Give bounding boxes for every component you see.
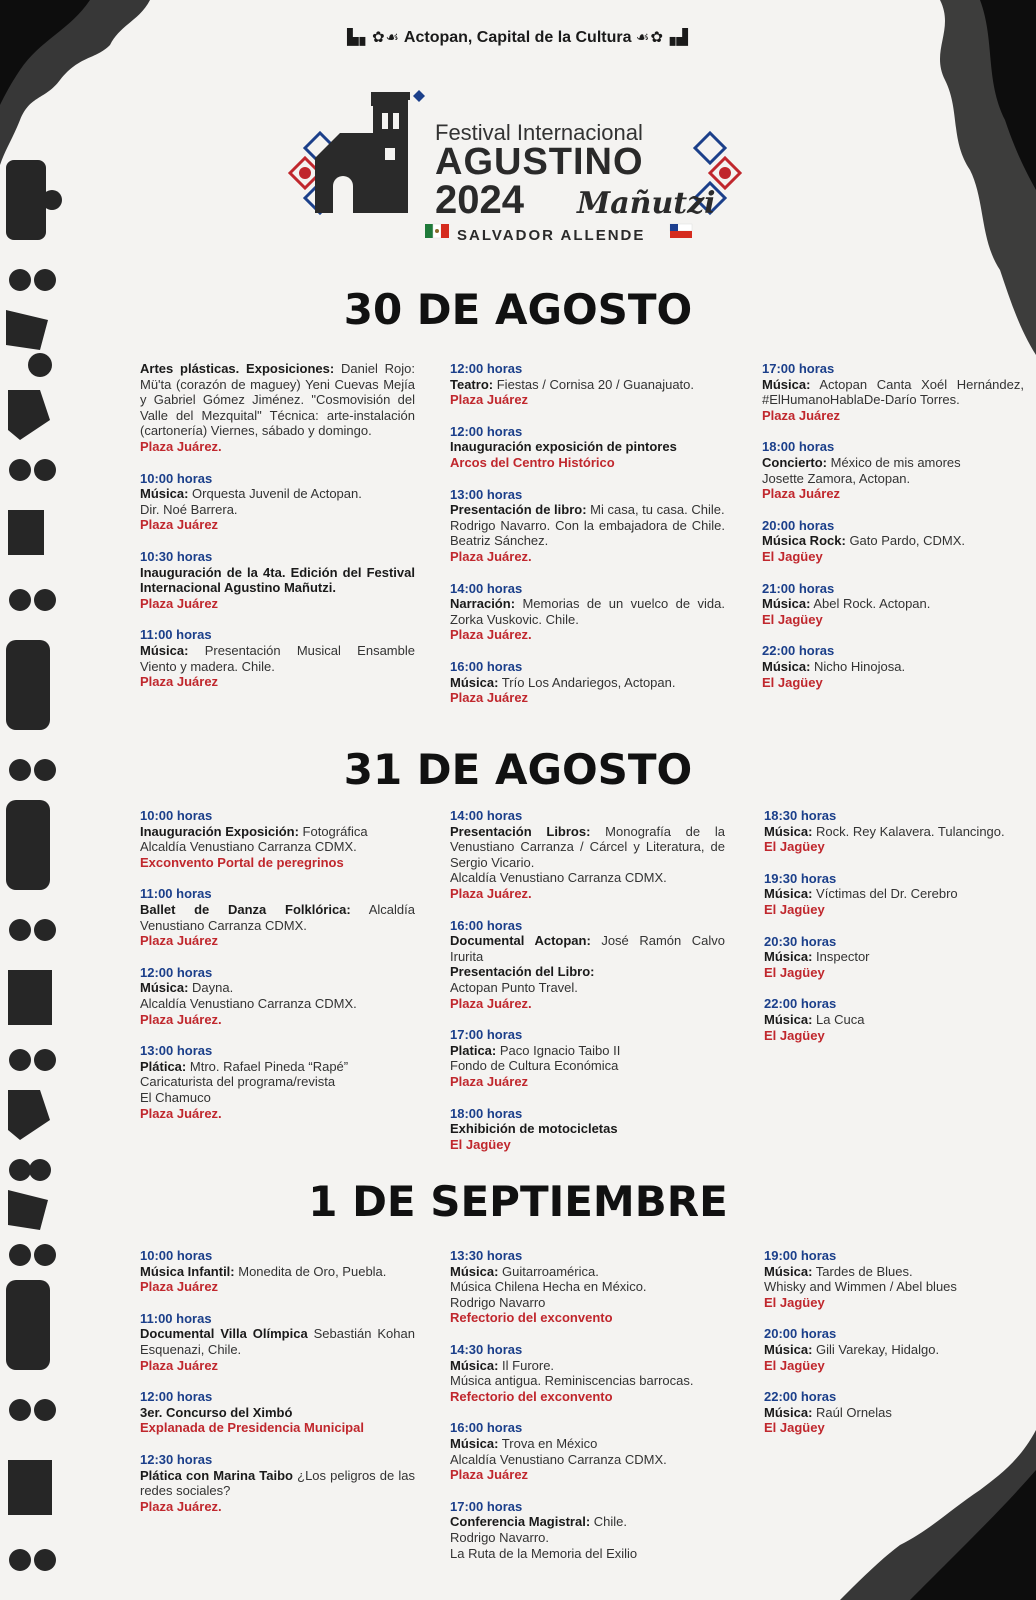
event-title: Narración: bbox=[450, 596, 516, 612]
event-time: 13:30 horas bbox=[450, 1248, 523, 1263]
event-item bbox=[140, 1389, 415, 1436]
event-description: Fondo de Cultura Económica bbox=[450, 1058, 619, 1074]
event-description: Raúl Ornelas bbox=[816, 1404, 892, 1420]
event-description: José Ramón Calvo Irurita bbox=[450, 933, 725, 964]
event-description: Chile. bbox=[593, 1514, 628, 1530]
event-description: Gili Varekay, Hidalgo. bbox=[816, 1341, 940, 1357]
event-item bbox=[140, 1248, 415, 1295]
event-title: Platica: bbox=[450, 1042, 497, 1058]
event-item bbox=[764, 808, 1026, 855]
day-heading-31-agosto: 31 DE AGOSTO bbox=[343, 745, 693, 794]
event-description: La Cuca bbox=[816, 1011, 865, 1027]
event-item bbox=[140, 549, 415, 611]
event-venue: Plaza Juárez. bbox=[140, 1011, 222, 1027]
event-title: Música: bbox=[450, 1435, 499, 1451]
event-time: 12:00 horas bbox=[450, 423, 523, 439]
event-time: 18:30 horas bbox=[764, 808, 837, 823]
event-venue: Plaza Juárez. bbox=[450, 885, 532, 901]
event-item bbox=[764, 1326, 1026, 1373]
event-venue: El Jagüey bbox=[764, 901, 825, 917]
event-venue: El Jagüey bbox=[764, 964, 825, 980]
event-item bbox=[140, 1452, 415, 1514]
event-item bbox=[764, 871, 1026, 918]
event-venue: El Jagüey bbox=[764, 1294, 825, 1310]
event-description: Dir. Noé Barrera. bbox=[140, 501, 238, 517]
event-venue: Plaza Juárez bbox=[762, 407, 841, 423]
event-title: Música: bbox=[140, 980, 189, 996]
event-time: 12:00 horas bbox=[450, 361, 523, 376]
event-title-secondary: Presentación del Libro: bbox=[450, 964, 595, 980]
event-title: Música: bbox=[764, 1404, 813, 1420]
event-title: 3er. Concurso del Ximbó bbox=[140, 1404, 293, 1420]
event-venue: El Jagüey bbox=[764, 1357, 825, 1373]
event-venue: El Jagüey bbox=[764, 1027, 825, 1043]
event-time: 14:00 horas bbox=[450, 580, 523, 596]
event-time: 12:00 horas bbox=[140, 964, 213, 980]
event-description: Dayna. bbox=[192, 980, 234, 996]
event-description: El Chamuco bbox=[140, 1089, 211, 1105]
event-description: Alcaldía Venustiano Carranza CDMX. bbox=[140, 901, 415, 933]
event-item bbox=[764, 1248, 1026, 1310]
schedule-column bbox=[762, 361, 1024, 706]
event-description: Sebastián Kohan Esquenazi, Chile. bbox=[140, 1326, 415, 1357]
schedule-column bbox=[140, 361, 415, 706]
day-heading-30-agosto: 30 DE AGOSTO bbox=[343, 285, 693, 334]
event-venue: Plaza Juárez. bbox=[450, 995, 532, 1011]
event-description: Alcaldía Venustiano Carranza CDMX. bbox=[450, 1451, 667, 1467]
event-description: Fotográfica bbox=[302, 823, 368, 839]
event-item bbox=[450, 1027, 725, 1089]
event-item bbox=[140, 808, 415, 870]
event-item bbox=[140, 886, 415, 948]
event-description: Monografía de la Venustiano Carranza / Cárcel y Literatura, de Sergio Vicario. bbox=[450, 823, 725, 870]
event-time: 16:00 horas bbox=[450, 1420, 523, 1436]
mexico-flag-icon bbox=[425, 224, 449, 238]
event-description: Mtro. Rafael Pineda “Rapé” bbox=[189, 1058, 349, 1074]
event-description: Mi casa, tu casa. Chile. bbox=[590, 502, 725, 518]
event-venue: Plaza Juárez bbox=[140, 933, 219, 949]
header-tagline-row bbox=[0, 28, 1036, 47]
event-title: Plática con Marina Taibo bbox=[140, 1467, 293, 1483]
event-title: Concierto: bbox=[762, 454, 827, 470]
event-item bbox=[450, 581, 725, 643]
event-item bbox=[450, 361, 725, 408]
event-title: Conferencia Magistral: bbox=[450, 1514, 591, 1530]
otomi-ornament-right-icon: ☙✿▗▟ bbox=[635, 29, 690, 46]
event-title: Artes plásticas. Exposiciones: bbox=[140, 361, 335, 376]
event-time: 19:30 horas bbox=[764, 870, 837, 886]
logo-year-text: 2024 bbox=[435, 178, 524, 222]
event-description: Música antigua. Reminiscencias barrocas. bbox=[450, 1373, 694, 1389]
event-title: Música: bbox=[450, 1357, 499, 1373]
event-item bbox=[450, 424, 725, 471]
event-venue: Plaza Juárez bbox=[140, 674, 219, 690]
event-title: Música: bbox=[762, 376, 811, 392]
event-description: Abel Rock. Actopan. bbox=[813, 596, 931, 612]
event-description: Inspector bbox=[816, 949, 870, 965]
event-description: Alcaldía Venustiano Carranza CDMX. bbox=[140, 995, 357, 1011]
event-item bbox=[764, 934, 1026, 981]
event-item bbox=[450, 659, 725, 706]
event-venue: Plaza Juárez bbox=[450, 392, 529, 408]
event-venue: Plaza Juárez bbox=[450, 690, 529, 706]
event-item bbox=[140, 627, 415, 689]
event-item bbox=[140, 471, 415, 533]
event-item bbox=[764, 1389, 1026, 1436]
event-item bbox=[140, 361, 415, 455]
event-venue: Plaza Juárez bbox=[450, 1467, 529, 1483]
event-title: Música: bbox=[764, 823, 813, 839]
event-time: 14:30 horas bbox=[450, 1341, 523, 1357]
event-item bbox=[450, 1248, 725, 1326]
event-time: 14:00 horas bbox=[450, 808, 523, 823]
event-time: 16:00 horas bbox=[450, 917, 523, 933]
schedule-column bbox=[140, 808, 415, 1137]
event-venue: Plaza Juárez. bbox=[140, 1498, 222, 1514]
logo-allende-text: SALVADOR ALLENDE bbox=[457, 227, 646, 244]
event-item bbox=[762, 581, 1024, 628]
event-time: 10:00 horas bbox=[140, 808, 213, 823]
event-venue: Plaza Juárez. bbox=[140, 438, 222, 454]
header-tagline: Actopan, Capital de la Cultura bbox=[403, 29, 632, 46]
event-description: ¿Los peligros de las redes sociales? bbox=[140, 1467, 415, 1499]
event-description: Fiestas / Cornisa 20 / Guanajuato. bbox=[496, 376, 695, 392]
event-venue: Exconvento Portal de peregrinos bbox=[140, 854, 344, 870]
event-title: Música Rock: bbox=[762, 533, 846, 549]
event-description: Caricaturista del programa/revista bbox=[140, 1074, 336, 1090]
event-time: 10:00 horas bbox=[140, 470, 213, 486]
event-venue: Plaza Juárez bbox=[140, 595, 219, 611]
event-description: Música Chilena Hecha en México. bbox=[450, 1279, 647, 1295]
schedule-column bbox=[764, 808, 1026, 1059]
event-title: Exhibición de motocicletas bbox=[450, 1121, 618, 1137]
event-description: México de mis amores bbox=[830, 454, 961, 470]
event-venue: El Jagüey bbox=[762, 674, 823, 690]
event-description: Gato Pardo, CDMX. bbox=[849, 533, 966, 549]
event-time: 20:00 horas bbox=[762, 517, 835, 533]
event-time: 13:00 horas bbox=[140, 1043, 213, 1059]
event-title: Música: bbox=[764, 1341, 813, 1357]
event-time: 16:00 horas bbox=[450, 658, 523, 674]
event-description: Josette Zamora, Actopan. bbox=[762, 470, 911, 486]
event-description: Guitarroamérica. bbox=[502, 1263, 599, 1279]
grunge-bottom-right bbox=[840, 1430, 1036, 1600]
event-description: Actopan Canta Xoél Hernández, #ElHumanoHablaDe-Darío Torres. bbox=[762, 376, 1024, 408]
event-venue: El Jagüey bbox=[764, 839, 825, 855]
event-venue: Plaza Juárez bbox=[140, 1357, 219, 1373]
schedule-column bbox=[450, 361, 725, 722]
festival-logo bbox=[285, 88, 745, 248]
event-item bbox=[140, 1043, 415, 1121]
event-time: 18:00 horas bbox=[762, 439, 835, 455]
event-item bbox=[450, 487, 725, 565]
event-venue: Refectorio del exconvento bbox=[450, 1388, 613, 1404]
event-item bbox=[762, 439, 1024, 501]
event-item bbox=[450, 1499, 725, 1561]
event-venue: El Jagüey bbox=[450, 1136, 511, 1152]
event-item bbox=[762, 643, 1024, 690]
event-time: 10:30 horas bbox=[140, 548, 213, 564]
event-time: 17:00 horas bbox=[450, 1027, 523, 1043]
otomi-pattern-strip bbox=[0, 150, 70, 1600]
chile-flag-icon bbox=[670, 224, 692, 238]
event-venue: Plaza Juárez. bbox=[450, 548, 532, 564]
schedule-column bbox=[140, 1248, 415, 1530]
event-time: 22:00 horas bbox=[764, 1389, 837, 1405]
event-description: La Ruta de la Memoria del Exilio bbox=[450, 1545, 638, 1561]
event-venue: El Jagüey bbox=[762, 611, 823, 627]
event-item bbox=[764, 996, 1026, 1043]
event-title: Documental Actopan: bbox=[450, 933, 591, 949]
event-item bbox=[762, 518, 1024, 565]
event-time: 10:00 horas bbox=[140, 1248, 213, 1263]
event-description: Rock. Rey Kalavera. Tulancingo. bbox=[816, 823, 1005, 839]
event-description: Paco Ignacio Taibo II bbox=[499, 1042, 621, 1058]
event-description: Nicho Hinojosa. bbox=[814, 658, 906, 674]
event-title: Música: bbox=[450, 1263, 499, 1279]
event-time: 11:00 horas bbox=[140, 1310, 212, 1326]
event-item bbox=[450, 808, 725, 902]
event-description: Tardes de Blues. bbox=[815, 1263, 913, 1279]
event-time: 17:00 horas bbox=[450, 1498, 523, 1514]
event-title: Música: bbox=[450, 674, 499, 690]
event-item bbox=[140, 965, 415, 1027]
event-venue: Plaza Juárez bbox=[140, 517, 219, 533]
event-description: Rodrigo Navarro. bbox=[450, 1529, 549, 1545]
event-time: 18:00 horas bbox=[450, 1105, 523, 1121]
event-title: Música: bbox=[764, 1263, 813, 1279]
event-title: Documental Villa Olímpica bbox=[140, 1326, 308, 1342]
event-venue: Plaza Juárez. bbox=[140, 1105, 222, 1121]
logo-festival-text: Festival Internacional bbox=[435, 120, 643, 145]
event-description: Alcaldía Venustiano Carranza CDMX. bbox=[140, 839, 357, 855]
event-description: Alcaldía Venustiano Carranza CDMX. bbox=[450, 870, 667, 886]
event-title: Presentación de libro: bbox=[450, 502, 587, 518]
grunge-top-left bbox=[0, 0, 160, 170]
event-venue: Plaza Juárez bbox=[450, 1073, 529, 1089]
event-item bbox=[140, 1311, 415, 1373]
event-title: Inauguración Exposición: bbox=[140, 823, 299, 839]
event-title: Teatro: bbox=[450, 376, 494, 392]
schedule-column bbox=[450, 808, 725, 1168]
schedule-column bbox=[764, 1248, 1026, 1452]
event-title: Presentación Libros: bbox=[450, 823, 591, 839]
event-item bbox=[450, 918, 725, 1012]
event-title: Música: bbox=[762, 658, 811, 674]
event-time: 11:00 horas bbox=[140, 886, 212, 902]
event-time: 13:00 horas bbox=[450, 486, 523, 502]
event-title: Música: bbox=[762, 596, 811, 612]
event-title: Música: bbox=[140, 642, 189, 658]
event-description: Daniel Rojo: Mü'ta (corazón de maguey) Yeni Cuevas Mejía y Gabriel Gómez Jiménez. "Cosmovisión del Valle del Mezquital" Técnica: arte-instalación (cartonería) Viernes, sábado y domingo. bbox=[140, 361, 415, 439]
event-description-secondary: Actopan Punto Travel. bbox=[450, 979, 578, 995]
event-description: Víctimas del Dr. Cerebro bbox=[816, 886, 958, 902]
event-item bbox=[450, 1106, 725, 1153]
day-heading-1-septiembre: 1 DE SEPTIEMBRE bbox=[308, 1177, 728, 1226]
schedule-column bbox=[450, 1248, 725, 1577]
event-venue: Explanada de Presidencia Municipal bbox=[140, 1420, 364, 1436]
event-venue: Arcos del Centro Histórico bbox=[450, 454, 615, 470]
event-description: Presentación Musical Ensamble Viento y madera. Chile. bbox=[140, 642, 415, 674]
event-title: Inauguración de la 4ta. Edición del Festival Internacional Agustino Mañutzi. bbox=[140, 564, 415, 596]
event-title: Música: bbox=[764, 886, 813, 902]
event-title: Inauguración exposición de pintores bbox=[450, 439, 677, 455]
event-time: 20:30 horas bbox=[764, 933, 837, 949]
event-time: 22:00 horas bbox=[764, 996, 837, 1012]
event-venue: El Jagüey bbox=[764, 1420, 825, 1436]
event-title: Plática: bbox=[140, 1058, 187, 1074]
event-title: Música Infantil: bbox=[140, 1263, 235, 1279]
event-venue: Plaza Juárez bbox=[140, 1279, 219, 1295]
logo-manutzi-text: Mañutzi bbox=[577, 186, 716, 221]
event-description: Orquesta Juvenil de Actopan. bbox=[192, 486, 362, 502]
event-description: Monedita de Oro, Puebla. bbox=[238, 1263, 387, 1279]
event-time: 21:00 horas bbox=[762, 580, 835, 596]
event-description: Trova en México bbox=[501, 1435, 598, 1451]
otomi-ornament-left-icon: ▙▖✿☙ bbox=[346, 29, 401, 46]
event-time: 20:00 horas bbox=[764, 1326, 837, 1342]
event-description: Whisky and Wimmen / Abel blues bbox=[764, 1279, 957, 1295]
event-time: 12:30 horas bbox=[140, 1451, 213, 1467]
event-item bbox=[762, 361, 1024, 423]
event-title: Música: bbox=[764, 1011, 813, 1027]
event-time: 12:00 horas bbox=[140, 1389, 213, 1405]
event-time: 11:00 horas bbox=[140, 627, 212, 643]
event-time: 22:00 horas bbox=[762, 643, 835, 659]
event-description: Trío Los Andariegos, Actopan. bbox=[501, 674, 676, 690]
event-venue: El Jagüey bbox=[762, 548, 823, 564]
event-title: Música: bbox=[764, 949, 813, 965]
event-venue: Plaza Juárez bbox=[762, 486, 841, 502]
event-venue: Plaza Juárez. bbox=[450, 627, 532, 643]
event-description: Il Furore. bbox=[502, 1357, 555, 1373]
event-description: Memorias de un vuelco de vida. Zorka Vuskovic. Chile. bbox=[450, 596, 725, 627]
logo-agustino-text: AGUSTINO bbox=[435, 141, 644, 183]
event-title: Ballet de Danza Folklórica: bbox=[140, 901, 351, 917]
event-item bbox=[450, 1420, 725, 1482]
event-title: Música: bbox=[140, 486, 189, 502]
event-description: Rodrigo Navarro. Con la embajadora de Chile. Beatriz Sánchez. bbox=[450, 517, 725, 549]
event-time: 17:00 horas bbox=[762, 361, 835, 376]
event-venue: Refectorio del exconvento bbox=[450, 1310, 613, 1326]
event-time: 19:00 horas bbox=[764, 1248, 837, 1263]
event-item bbox=[450, 1342, 725, 1404]
event-description: Rodrigo Navarro bbox=[450, 1294, 546, 1310]
